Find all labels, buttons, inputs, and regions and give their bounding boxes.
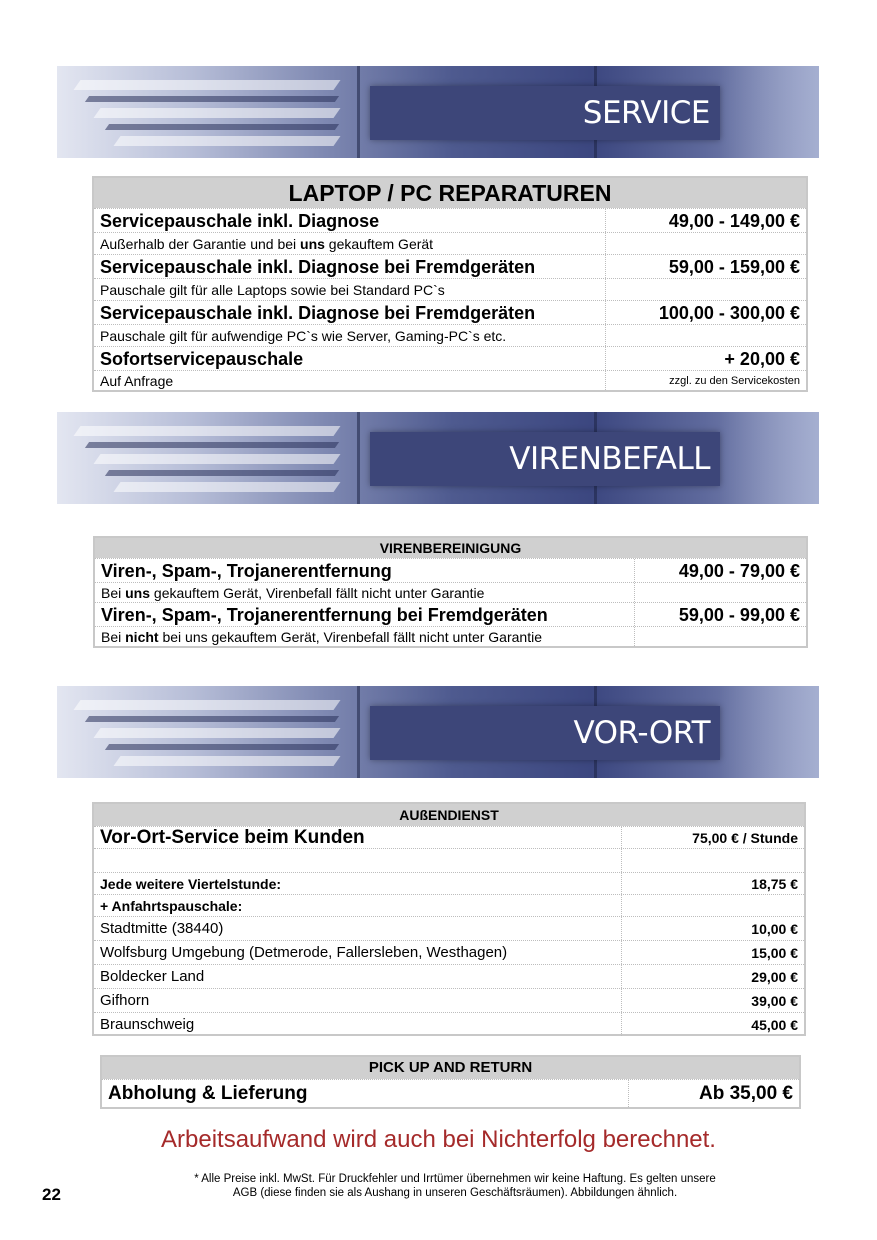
footnote [130, 1172, 780, 1200]
table-row [94, 964, 804, 988]
laptop-table-title: LAPTOP / PC REPARATUREN [94, 178, 806, 208]
row-price: 75,00 € / Stunde [621, 827, 804, 848]
row-label: Servicepauschale inkl. Diagnose [100, 211, 380, 231]
table-row [94, 826, 804, 848]
pickup-table-title: PICK UP AND RETURN [102, 1057, 799, 1079]
table-row [94, 254, 806, 278]
row-note: Bei uns gekauftem Gerät, Virenbefall fällt nicht unter Garantie [101, 585, 485, 601]
row-label: Wolfsburg Umgebung (Detmerode, Fallersleben, Westhagen) [100, 944, 508, 961]
footnote-line-1: * Alle Preise inkl. MwSt. Für Druckfehler und Irrtümer übernehmen wir keine Haftung. Es gelten unsere [194, 1173, 716, 1185]
row-note-right: zzgl. zu den Servicekosten [605, 371, 806, 390]
onsite-table-title: AUßENDIENST [94, 804, 804, 826]
table-row [94, 232, 806, 254]
banner-vor-ort [57, 686, 819, 778]
row-price: 29,00 € [621, 965, 804, 988]
table-row [95, 558, 806, 582]
row-label: Vor-Ort-Service beim Kunden [100, 827, 365, 848]
banner-virenbefall [57, 412, 819, 504]
row-label: Viren-, Spam-, Trojanerentfernung bei Fremdgeräten [101, 605, 548, 625]
onsite-service-table [92, 802, 806, 1036]
row-label: Braunschweig [100, 1016, 195, 1033]
row-price: 49,00 - 79,00 € [634, 559, 806, 582]
row-price: 10,00 € [621, 917, 804, 940]
table-row [95, 602, 806, 626]
virus-removal-table [93, 536, 808, 648]
banner-service [57, 66, 819, 158]
row-label: Boldecker Land [100, 968, 205, 985]
row-price: 59,00 - 99,00 € [634, 603, 806, 626]
footnote-line-2: AGB (diese finden sie als Aushang in unseren Geschäftsräumen). Abbildungen ähnlich. [232, 1187, 678, 1199]
banner-virenbefall-label: VIRENBEFALL [370, 432, 720, 486]
table-row [94, 278, 806, 300]
notice-text: Arbeitsaufwand wird auch bei Nichterfolg berechnet. [161, 1126, 716, 1153]
row-label: Viren-, Spam-, Trojanerentfernung [101, 561, 392, 581]
table-row [94, 370, 806, 390]
table-row [94, 346, 806, 370]
row-price: Ab 35,00 € [628, 1080, 799, 1107]
row-price: 45,00 € [621, 1013, 804, 1036]
row-label: Gifhorn [100, 992, 150, 1009]
table-row [94, 324, 806, 346]
page-number: 22 [42, 1185, 61, 1204]
row-label: + Anfahrtspauschale: [100, 898, 243, 914]
row-note: Auf Anfrage [100, 373, 174, 389]
row-price: 49,00 - 149,00 € [605, 209, 806, 232]
table-row [102, 1079, 799, 1107]
row-price: 59,00 - 159,00 € [605, 255, 806, 278]
pickup-table [100, 1055, 801, 1109]
banner-service-label: SERVICE [370, 86, 720, 140]
table-row [94, 940, 804, 964]
row-label: Sofortservicepauschale [100, 349, 304, 369]
table-row [94, 848, 804, 872]
row-price: + 20,00 € [605, 347, 806, 370]
row-price: 18,75 € [621, 873, 804, 894]
table-row [94, 208, 806, 232]
table-row [94, 894, 804, 916]
table-row [95, 582, 806, 602]
row-note: Pauschale gilt für aufwendige PC`s wie Server, Gaming-PC`s etc. [100, 328, 507, 344]
row-price: 39,00 € [621, 989, 804, 1012]
row-label: Jede weitere Viertelstunde: [100, 876, 282, 892]
table-row [94, 300, 806, 324]
table-row [94, 916, 804, 940]
row-price: 100,00 - 300,00 € [605, 301, 806, 324]
row-note: Bei nicht bei uns gekauftem Gerät, Virenbefall fällt nicht unter Garantie [101, 629, 542, 645]
row-label: Servicepauschale inkl. Diagnose bei Fremdgeräten [100, 303, 536, 323]
table-row [94, 1012, 804, 1036]
laptop-repair-table [92, 176, 808, 392]
row-label: Servicepauschale inkl. Diagnose bei Fremdgeräten [100, 257, 536, 277]
table-row [95, 626, 806, 646]
table-row [94, 872, 804, 894]
row-label: Stadtmitte (38440) [100, 920, 224, 937]
row-price: 15,00 € [621, 941, 804, 964]
table-row [94, 988, 804, 1012]
row-label: Abholung & Lieferung [108, 1083, 308, 1104]
row-note: Pauschale gilt für alle Laptops sowie bei Standard PC`s [100, 282, 445, 298]
banner-vor-ort-label: VOR-ORT [370, 706, 720, 760]
virus-table-title: VIRENBEREINIGUNG [95, 538, 806, 558]
row-note: Außerhalb der Garantie und bei uns gekauftem Gerät [100, 236, 434, 252]
